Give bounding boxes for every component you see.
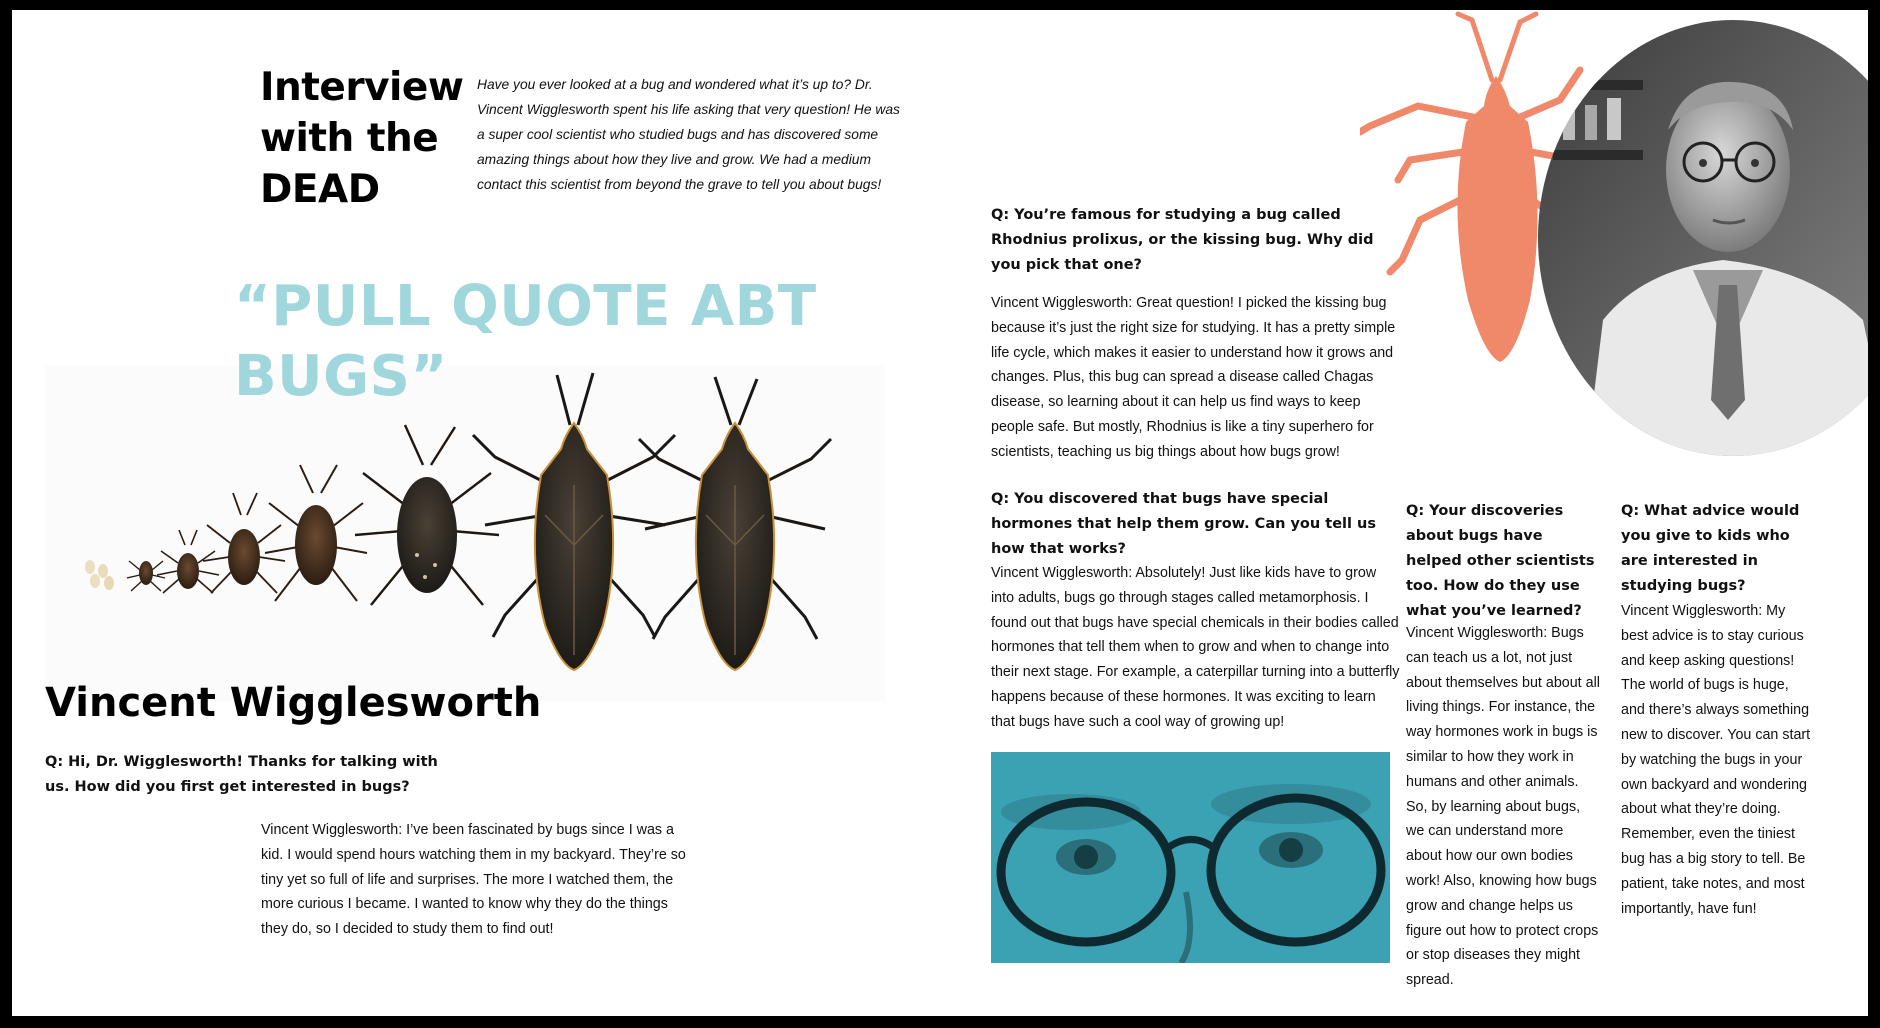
- answer-2: Vincent Wigglesworth: Great question! I picked the kissing bug because it’s just the right size for studying. It has a pretty simple life cycle, which makes it easier to understand how it grows and changes. Plus, this bug can spread a disease called Chagas disease, so learning about it can help us find ways to keep people safe. But mostly, Rhodnius is like a tiny superhero for scientists, teaching us big things about how bugs grow!: [991, 295, 1396, 460]
- answer-1: Vincent Wigglesworth: I’ve been fascinated by bugs since I was a kid. I would spend hours watching them in my backyard. They’re so tiny yet so full of life and surprises. The more I watched them, the more curious I became. I wanted to know why they do the things they do, so I decided to study them to find out!: [261, 822, 686, 938]
- bug-eggs: [85, 560, 114, 590]
- bug-nymph-2: [157, 530, 219, 593]
- kissing-bug-lifecycle-photo: [45, 365, 885, 701]
- bug-nymph-1: [127, 561, 165, 591]
- scientist-portrait-photo: [1523, 20, 1868, 485]
- question-4: Q: Your discoveries about bugs have helped other scientists too. How do they use what you’ve learned?: [1406, 503, 1595, 619]
- magazine-spread: [12, 10, 1868, 1016]
- question-1: Q: Hi, Dr. Wigglesworth! Thanks for talking with us. How did you first get interested in bugs?: [45, 754, 438, 795]
- answer-5: Vincent Wigglesworth: My best advice is to stay curious and keep asking questions! The world of bugs is huge, and there’s always something new to discover. You can start by watching the bugs in your own backyard and wondering about what they’re doing. Remember, even the tiniest bug has a big story to tell. Be patient, take notes, and most importantly, have fun!: [1621, 603, 1811, 917]
- bug-nymph-4: [265, 465, 367, 601]
- article-title: [260, 62, 480, 215]
- answer-3: Vincent Wigglesworth: Absolutely! Just like kids have to grow into adults, bugs go through stages called metamorphosis. I found out that bugs have special chemicals in their bodies called hormones that tell them when to grow and when to change into their next stage. For example, a caterpillar turning into a butterfly happens because of these hormones. It was exciting to learn that bugs have such a cool way of growing up!: [991, 565, 1400, 730]
- question-3: Q: You discovered that bugs have special hormones that help them grow. Can you tell us how that works?: [991, 491, 1376, 557]
- title-line-1: Interview: [260, 65, 464, 110]
- glasses-closeup-photo: [991, 752, 1390, 963]
- answer-4: Vincent Wigglesworth: Bugs can teach us a lot, not just about themselves but about all living things. For instance, the way hormones work in bugs is similar to how they work in humans and other animals. So, by learning about bugs, we can understand more about how our own bodies work! Also, knowing how bugs grow and change helps us figure out how to protect crops or stop diseases they might spread.: [1406, 625, 1600, 989]
- bug-nymph-5: [355, 425, 499, 605]
- title-line-2: with the: [260, 116, 439, 161]
- pull-quote: “PULL QUOTE ABT BUGS”: [234, 274, 817, 409]
- question-5: Q: What advice would you give to kids who are interested in studying bugs?: [1621, 503, 1800, 594]
- intro-paragraph: Have you ever looked at a bug and wondered what it’s up to? Dr. Vincent Wigglesworth spent his life asking that very question! He was a super cool scientist who studied bugs and has discovered some amazing things about how they live and grow. We had a medium contact this scientist from beyond the grave to tell you about bugs!: [477, 77, 900, 192]
- title-line-3: DEAD: [260, 167, 380, 212]
- scientist-name-heading: Vincent Wigglesworth: [45, 680, 542, 726]
- bug-nymph-3: [203, 493, 285, 593]
- bug-adult-2: [639, 377, 831, 670]
- bug-adult-1: [473, 373, 675, 670]
- question-2: Q: You’re famous for studying a bug called Rhodnius prolixus, or the kissing bug. Why did you pick that one?: [991, 207, 1374, 273]
